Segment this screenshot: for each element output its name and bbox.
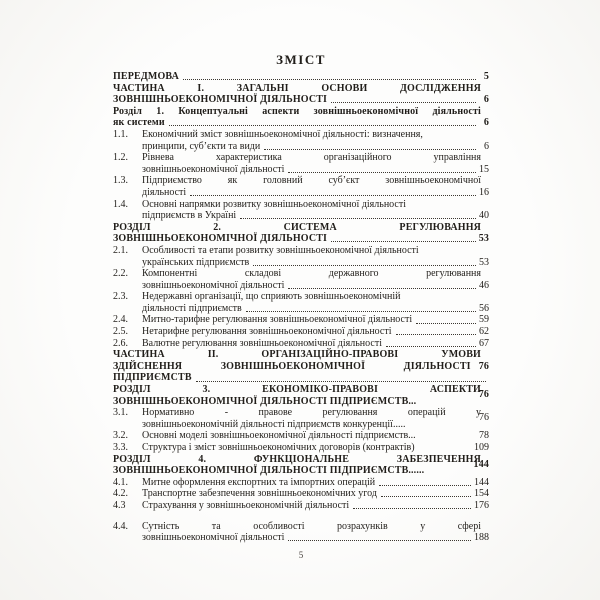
toc-entry-title: підприємств в Україні (142, 210, 237, 222)
toc-entry-title: Транспортне забезпечення зовнішньоекономічних угод (142, 488, 377, 500)
toc-entry-page-number: 109 (474, 442, 489, 453)
dotted-leader (331, 102, 476, 103)
toc-row (113, 326, 489, 338)
dotted-leader (381, 496, 471, 497)
toc-row (113, 117, 489, 129)
toc-entry-title: зовнішньоекономічної діяльності (142, 279, 285, 291)
toc-entry-title: Сутність та особливості розрахунків у сфері (142, 520, 481, 532)
toc-entry-title: зовнішньоекономічної діяльності (142, 163, 285, 175)
toc-entry-number: 2.1. (113, 244, 128, 256)
toc-entry-page-number: 188 (474, 532, 489, 544)
toc-entry-title: РОЗДІЛ 2. СИСТЕМА РЕГУЛЮВАННЯ (113, 221, 481, 233)
toc-entry-title: Компонентні складові державного регулювання (142, 268, 481, 280)
toc-row (113, 349, 489, 361)
toc-row (113, 222, 489, 234)
dotted-leader (353, 508, 471, 509)
toc-row (113, 500, 489, 512)
toc-row (113, 233, 489, 245)
toc-entry-number: 2.6. (113, 337, 128, 349)
footer-page-number: 5 (298, 550, 304, 560)
dotted-leader (288, 288, 476, 289)
dotted-leader (183, 79, 476, 80)
toc-entry-title: Рівнева характеристика організаційного управління (142, 152, 481, 164)
toc-entry-number: 2.5. (113, 326, 128, 338)
toc-row (113, 164, 489, 176)
toc-row (113, 521, 489, 533)
toc-entry-title: Валютне регулювання зовнішньоекономічної діяльності (142, 337, 382, 349)
toc-entry-title: ЧАСТИНА І. ЗАГАЛЬНІ ОСНОВИ ДОСЛІДЖЕННЯ (113, 82, 481, 94)
toc-entry-title: ПЕРЕДМОВА (113, 71, 179, 82)
toc-entry-title: Особливості та етапи розвитку зовнішньоекономічної діяльності (142, 244, 419, 256)
toc-entry-title: Економічний зміст зовнішньоекономічної діяльності: визначення, (142, 128, 423, 140)
toc-entry-title: Митно-тарифне регулювання зовнішньоекономічної діяльності (142, 314, 413, 326)
toc-row (113, 477, 489, 489)
toc-entry-page-number: 78 (479, 430, 489, 442)
toc-entry-page-number: 154 (474, 488, 489, 500)
toc-entry-number: 1.3. (113, 175, 128, 187)
toc-row (113, 314, 489, 326)
toc-row (113, 372, 489, 384)
toc-entry-title: ЗОВНІШНЬОЕКОНОМІЧНОЇ ДІЯЛЬНОСТІ ПІДПРИЄМСТВ...... (113, 465, 425, 477)
dotted-leader (253, 265, 476, 266)
toc-row (113, 442, 489, 454)
toc-row (113, 83, 489, 95)
toc-entry-number: 4.2. (113, 488, 128, 500)
toc-entry-page-number: 6 (484, 140, 489, 152)
dotted-leader (264, 149, 476, 150)
toc-row (113, 454, 489, 466)
toc-entry-title: Основні напрямки розвитку зовнішньоекономічної діяльності (142, 198, 407, 210)
toc-row (113, 488, 489, 500)
toc-entry-title: ЗДІЙСНЕННЯ ЗОВНІШНЬОЕКОНОМІЧНОЇ ДІЯЛЬНОСТІ (113, 360, 471, 372)
dotted-leader (190, 195, 476, 196)
toc-entry-page-number: 5 (483, 71, 489, 82)
toc-entry-title: Підприємство як головний суб’єкт зовнішньоекономічної (142, 175, 481, 187)
toc-entry-title: діяльності підприємств (142, 302, 242, 314)
dotted-leader (288, 172, 476, 173)
toc-entry-title: ЗОВНІШНЬОЕКОНОМІЧНОЇ ДІЯЛЬНОСТІ (113, 94, 328, 106)
toc-entry-number: 3.1. (113, 407, 128, 419)
toc-row (113, 303, 489, 315)
dotted-leader (246, 311, 476, 312)
toc-row (113, 175, 489, 187)
toc-row (113, 71, 489, 83)
dotted-leader (240, 218, 476, 219)
toc-entry-page-number: 67 (479, 337, 489, 349)
toc-entry-title: ЗОВНІШНЬОЕКОНОМІЧНОЇ ДІЯЛЬНОСТІ (113, 233, 328, 245)
toc-row (113, 430, 489, 442)
toc-row (113, 338, 489, 350)
toc-row (113, 280, 489, 292)
toc-row (113, 245, 489, 257)
dotted-leader (379, 485, 471, 486)
toc-entry-page-number: 62 (479, 326, 489, 338)
toc-row (113, 291, 489, 303)
toc-row (113, 268, 489, 280)
toc-entry-page-number: 46 (479, 279, 489, 291)
toc-row (113, 152, 489, 164)
toc-entry-title: Розділ 1. Концептуальні аспекти зовнішньоекономічної діяльності (113, 105, 481, 117)
toc-row (113, 384, 489, 396)
toc-entry-page-number: 16 (479, 186, 489, 198)
toc-list (113, 71, 489, 544)
toc-entry-page-number: 6 (483, 94, 489, 106)
toc-entry-title: Недержавні організації, що сприяють зовнішньоекономічній (142, 291, 401, 303)
toc-entry-page-number: 56 (479, 302, 489, 314)
toc-entry-page-number: 40 (479, 210, 489, 222)
toc-entry-number: 3.2. (113, 430, 128, 442)
toc-row (113, 94, 489, 106)
toc-row (113, 407, 489, 419)
toc-entry-page-number: 53 (478, 233, 489, 245)
dotted-leader (288, 540, 471, 541)
toc-entry-page-number: 144 (473, 458, 489, 470)
toc-entry-title: РОЗДІЛ 3. ЕКОНОМІКО-ПРАВОВІ АСПЕКТИ (113, 384, 481, 396)
toc-row (113, 210, 489, 222)
toc-entry-page-number: 176 (474, 499, 489, 511)
toc-entry-page-number: 76 (478, 360, 489, 372)
dotted-leader (396, 334, 476, 335)
toc-entry-title: як системи (113, 117, 165, 129)
toc-entry-title: зовнішньоекономічної діяльності (142, 532, 285, 544)
toc-entry-title: Страхування у зовнішньоекономічній діяльності (142, 499, 350, 511)
toc-entry-title: РОЗДІЛ 4. ФУНКЦІОНАЛЬНЕ ЗАБЕЗПЕЧЕННЯ (113, 453, 481, 465)
toc-entry-page-number: 144 (474, 476, 489, 488)
toc-entry-page-number: 15 (479, 163, 489, 175)
dotted-leader (331, 241, 476, 242)
page-title: ЗМІСТ (276, 52, 326, 67)
toc-entry-number: 4.3 (113, 499, 126, 511)
toc-entry-title: ПІДПРИЄМСТВ (113, 372, 192, 384)
dotted-leader (169, 125, 476, 126)
dotted-leader (196, 381, 486, 382)
toc-row (113, 129, 489, 141)
toc-entry-title: Структура і зміст зовнішньоекономічних договорів (контрактів) (142, 442, 415, 453)
toc-entry-page-number: 76 (479, 412, 489, 424)
toc-row (113, 187, 489, 199)
toc-entry-title: зовнішньоекономічній діяльності підприємств конкуренції..... (142, 418, 406, 430)
toc-entry-title: ЗОВНІШНЬОЕКОНОМІЧНОЇ ДІЯЛЬНОСТІ ПІДПРИЄМСТВ... (113, 395, 417, 407)
toc-row (113, 141, 489, 153)
toc-entry-page-number: 59 (479, 314, 489, 326)
toc-entry-title: Митне оформлення експортних та імпортних операцій (142, 476, 376, 488)
toc-row (113, 199, 489, 211)
dotted-leader (416, 323, 476, 324)
toc-entry-number: 2.4. (113, 314, 128, 326)
dotted-leader (386, 346, 476, 347)
toc-entry-number: 2.3. (113, 291, 128, 303)
toc-entry-title: діяльності (142, 186, 187, 198)
toc-entry-number: 4.1. (113, 476, 128, 488)
toc-entry-number: 4.4. (113, 520, 128, 532)
toc-entry-number: 1.2. (113, 152, 128, 164)
toc-entry-page-number: 53 (479, 256, 489, 268)
toc-row (113, 257, 489, 269)
toc-entry-number: 1.4. (113, 198, 128, 210)
toc-entry-title: Основні моделі зовнішньоекономічної діяльності підприємств... (142, 430, 416, 442)
toc-entry-title: принципи, суб’єкти та види (142, 140, 261, 152)
toc-entry-title: українських підприємств (142, 256, 250, 268)
toc-entry-page-number: 76 (478, 389, 489, 401)
toc-entry-number: 1.1. (113, 128, 128, 140)
toc-entry-page-number: 6 (483, 117, 489, 129)
toc-entry-title: Нетарифне регулювання зовнішньоекономічної діяльності (142, 326, 392, 338)
toc-row (113, 106, 489, 118)
spacer (113, 512, 489, 521)
toc-entry-number: 2.2. (113, 268, 128, 280)
toc-entry-title: ЧАСТИНА ІІ. ОРГАНІЗАЦІЙНО-ПРАВОВІ УМОВИ (113, 349, 481, 361)
toc-row (113, 361, 489, 373)
toc-row (113, 532, 489, 544)
toc-entry-title: Нормативно - правове регулювання операцій у (142, 407, 481, 419)
toc-entry-number: 3.3. (113, 442, 128, 453)
